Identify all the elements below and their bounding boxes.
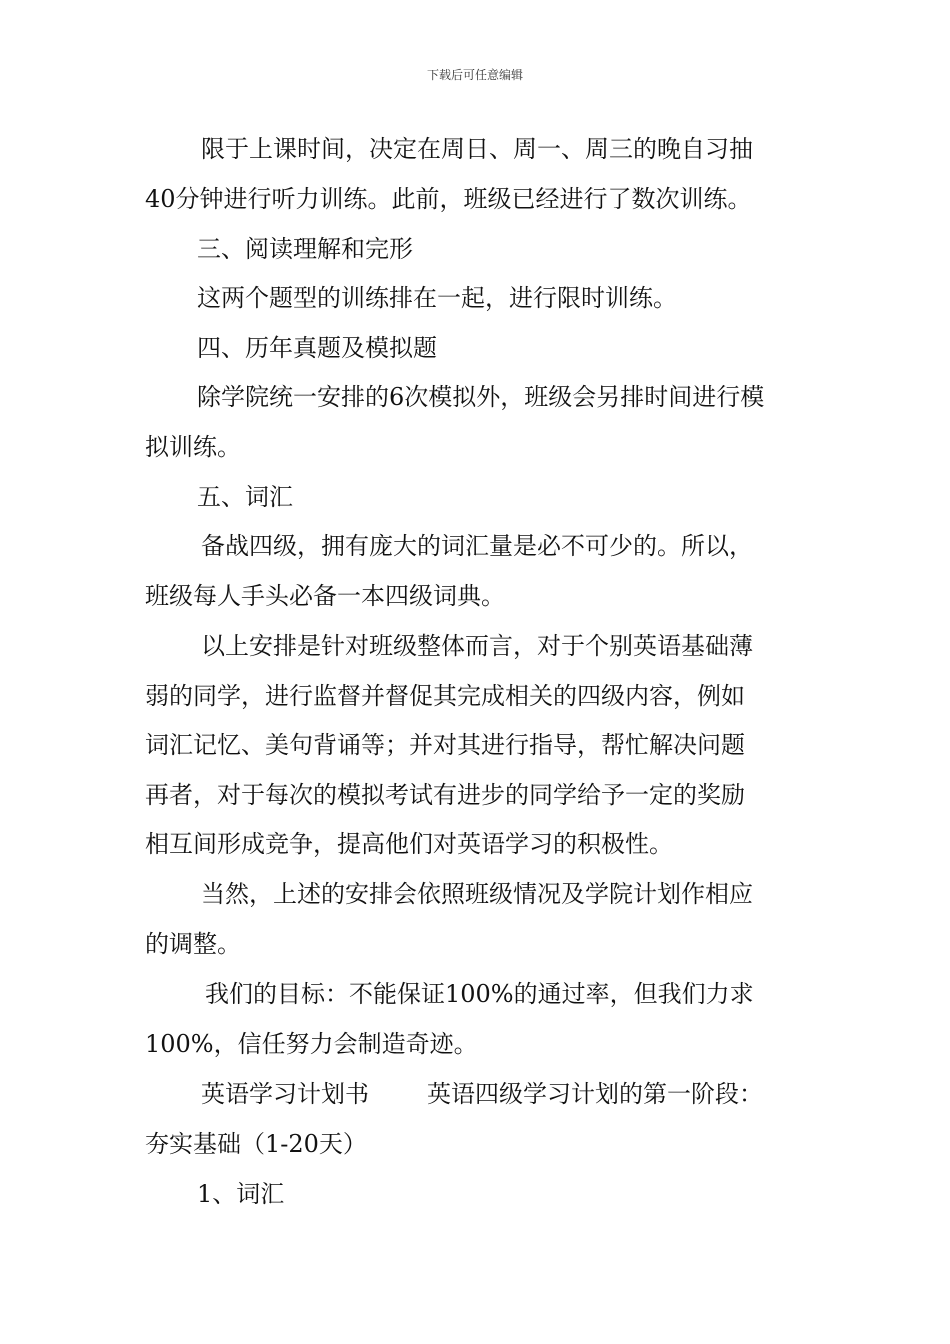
text-line: 备战四级，拥有庞大的词汇量是必不可少的。所以， [201,532,753,560]
paragraph-reading [145,274,810,324]
text-line: 相互间形成竞争，提高他们对英语学习的积极性。 [145,830,673,858]
text-line: 再者，对于每次的模拟考试有进步的同学给予一定的奖励 [145,780,745,809]
text-line: 以上安排是针对班级整体而言，对于个别英语基础薄 [201,632,753,660]
text-line: 的调整。 [145,929,241,958]
text-line: 夯实基础（1-20天） [145,1129,367,1158]
plan-title: 英语学习计划书 [201,1080,369,1108]
paragraph-arrangement [145,622,810,870]
paragraph-listening [145,125,810,224]
text-line: 限于上课时间，决定在周日、周一、周三的晚自习抽 [201,135,753,163]
text-line: 四、历年真题及模拟题 [197,334,437,362]
section-heading-exams [145,324,810,374]
text-line: 拟训练。 [145,432,241,461]
page-header: 下载后可任意编辑 [426,68,523,82]
text-line: 100%，信任努力会制造奇迹。 [145,1029,478,1058]
text-line: 班级每人手头必备一本四级词典。 [145,581,505,610]
paragraph-adjustment [145,870,810,969]
text-line: 词汇记忆、美句背诵等；并对其进行指导，帮忙解决问题 [145,731,745,759]
text-line: 我们的目标：不能保证100%的通过率，但我们力求 [205,980,754,1008]
text-line: 除学院统一安排的6次模拟外，班级会另排时间进行模 [197,383,765,411]
text-line: 弱的同学，进行监督并督促其完成相关的四级内容，例如 [145,681,745,710]
text-line: 1、词汇 [197,1180,285,1208]
text-line [145,1070,810,1120]
paragraph-plan-title [145,1070,810,1169]
text-line: 五、词汇 [197,483,293,511]
paragraph-vocab [145,522,810,621]
section-heading-vocab-1 [145,1170,810,1220]
paragraph-exams [145,373,810,472]
section-heading-reading [145,225,810,275]
text-line: 这两个题型的训练排在一起，进行限时训练。 [197,284,677,312]
text-line: 三、阅读理解和完形 [197,235,413,263]
paragraph-goal [145,970,810,1069]
section-heading-vocab [145,473,810,523]
stage-title: 英语四级学习计划的第一阶段： [427,1080,763,1108]
text-line: 当然，上述的安排会依照班级情况及学院计划作相应 [201,880,753,908]
text-line: 40分钟进行听力训练。此前，班级已经进行了数次训练。 [145,184,752,213]
